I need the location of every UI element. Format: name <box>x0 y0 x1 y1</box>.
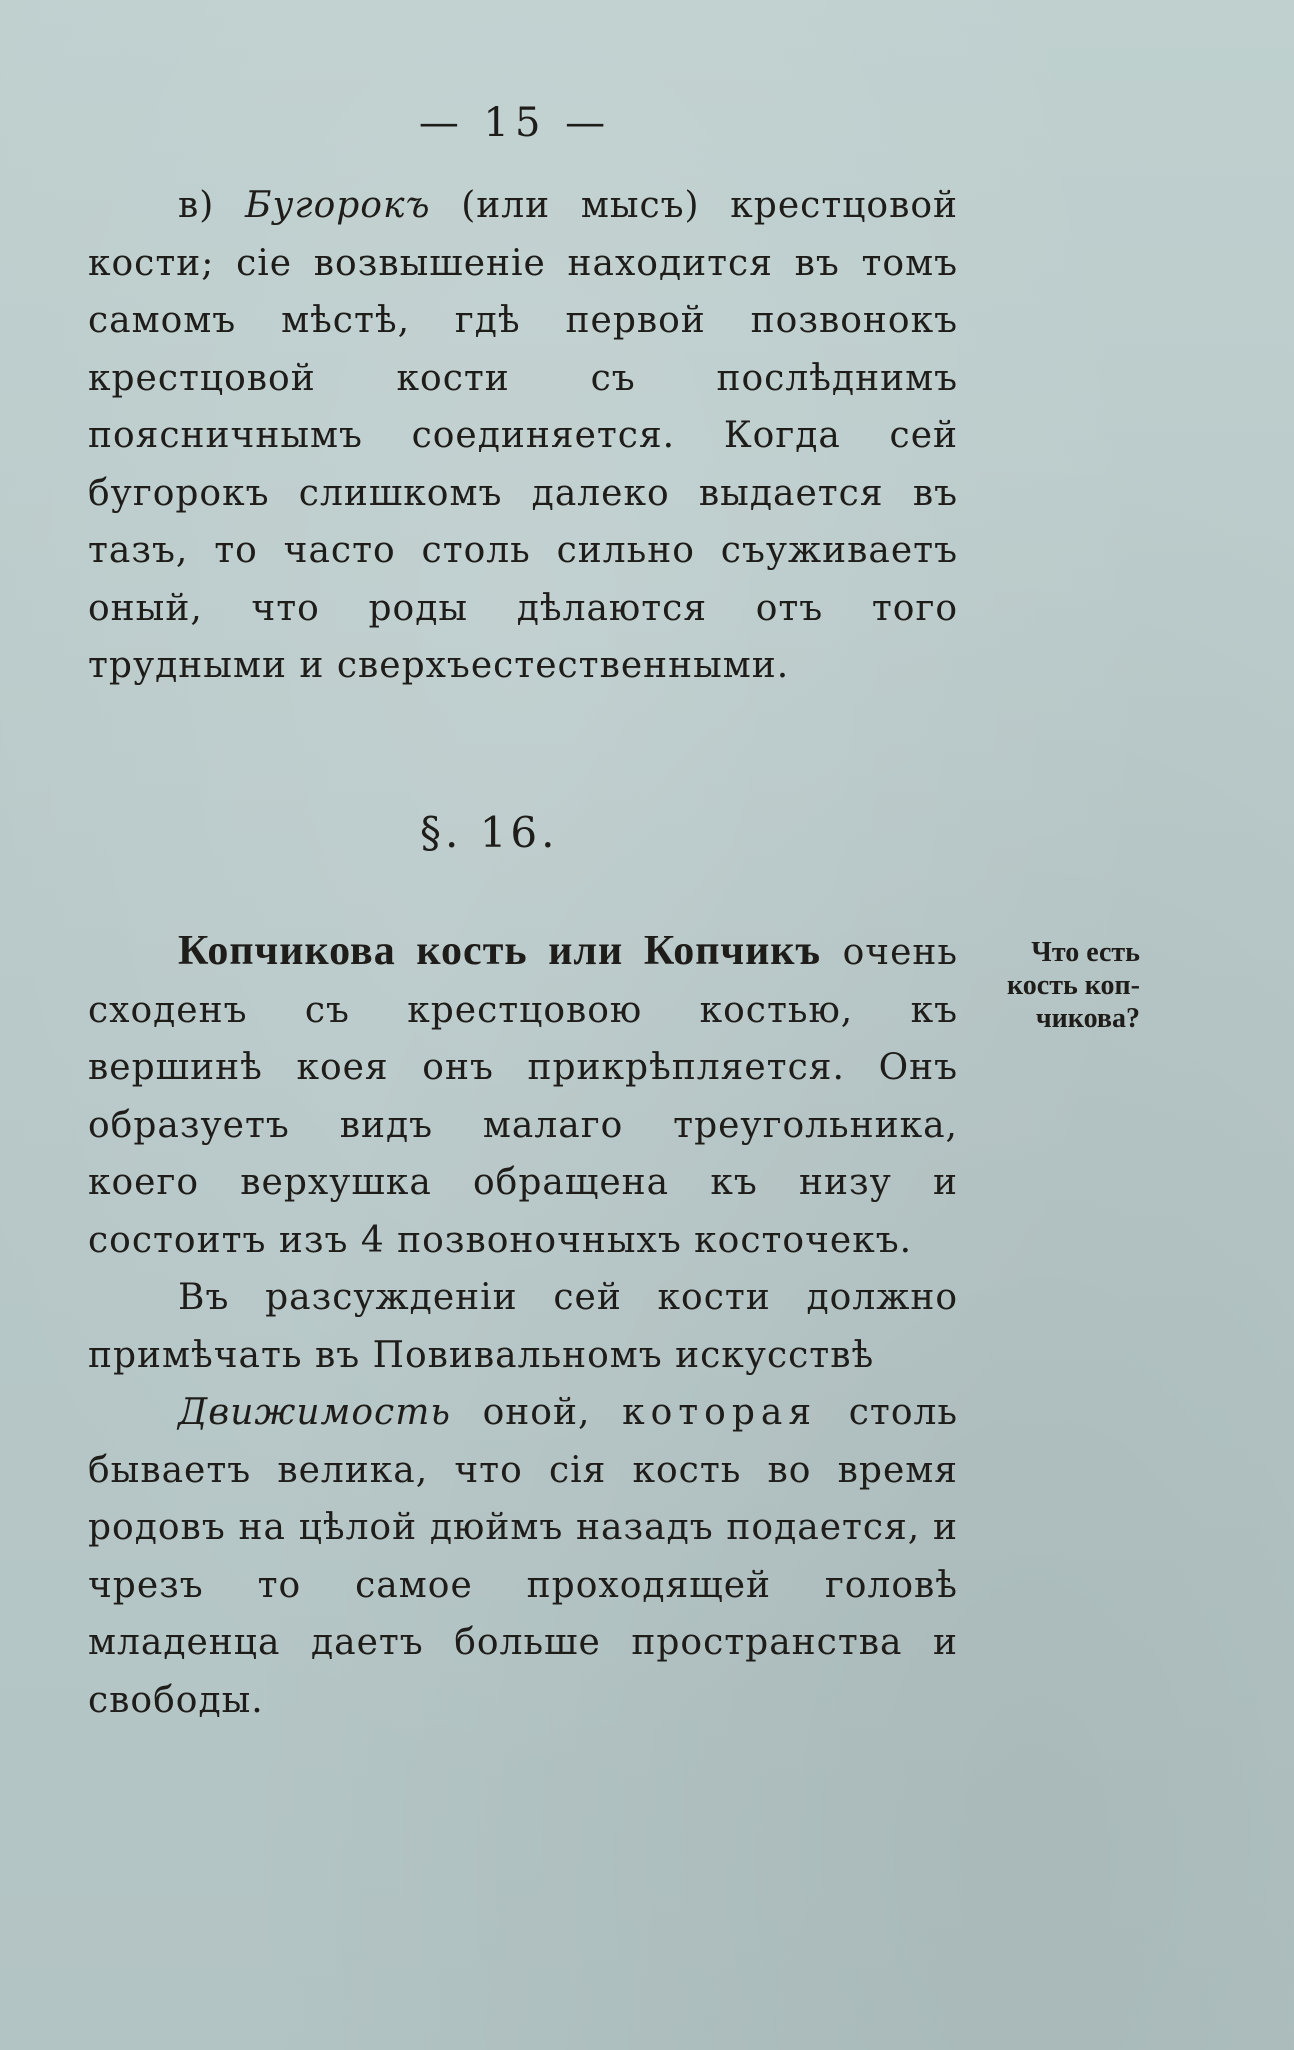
paragraph-4-text <box>88 1384 958 1729</box>
paragraph-4-spaced-word: которая <box>622 1392 818 1433</box>
margin-note-line-3: чикова? <box>1035 1003 1140 1034</box>
term-mobility: Движимость <box>178 1392 451 1433</box>
paragraph-4-body-a: оной, <box>450 1392 623 1433</box>
section-heading: §. 16. <box>420 808 559 857</box>
paragraph-4-body-b: столь бываетъ велика, что сія кость во время родовъ на цѣлой дюймъ назадъ подается, и чрезъ то самое проходящей головѣ младенца даетъ больше пространства и свободы. <box>88 1392 958 1721</box>
margin-note-line-1: Что есть <box>1031 937 1140 968</box>
section-16-body <box>88 923 958 1729</box>
term-tubercle: Бугорокъ <box>245 185 431 226</box>
paragraph-2-text <box>88 923 958 1269</box>
item-letter: в) <box>178 185 246 226</box>
coccyx-lead: Копчикова кость или Копчикъ <box>178 928 821 974</box>
paragraph-2-body: очень сходенъ съ крестцовою костью, къ вершинѣ коея онъ прикрѣпляется. Онъ образуетъ видъ малаго треугольника, коего верхушка обращена къ низу и состоитъ изъ 4 позвоночныхъ косточекъ. <box>88 932 958 1261</box>
page-number: — 15 — <box>418 100 612 146</box>
margin-note <box>960 936 1140 1035</box>
paragraph-1-body: (или мысъ) крестцовой кости; сіе возвышеніе находится въ томъ самомъ мѣстѣ, гдѣ первой позвонокъ крестцовой кости съ послѣднимъ поясничнымъ соединяется. Когда сей бугорокъ слишкомъ далеко выдается въ тазъ, то часто столь сильно съуживаетъ оный, что роды дѣлаются отъ того трудными и сверхъестественными. <box>88 185 958 686</box>
margin-note-line-2: кость коп- <box>1007 970 1140 1001</box>
paragraph-tubercle <box>88 177 958 695</box>
paragraph-1-text <box>88 177 958 695</box>
paragraph-3-text: Въ разсужденіи сей кости должно примѣчать въ Повивальномъ искусствѣ <box>88 1277 958 1376</box>
